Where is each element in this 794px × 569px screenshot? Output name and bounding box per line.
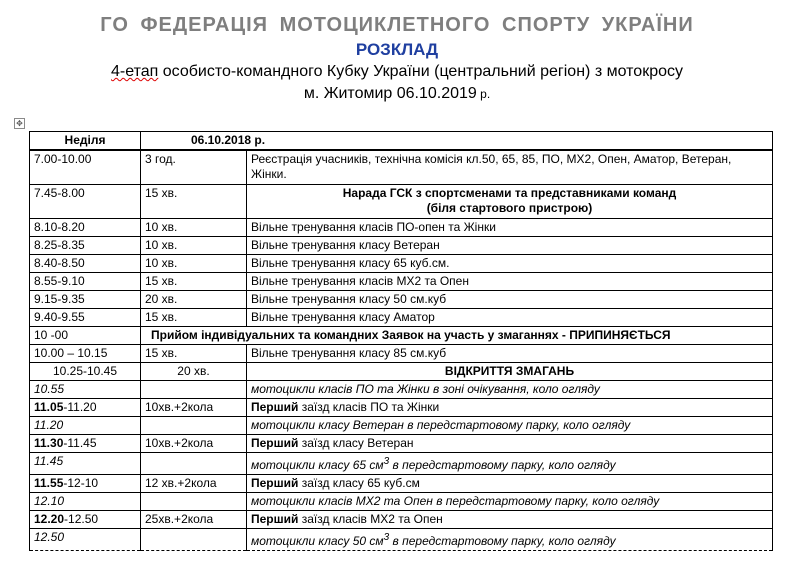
time-cell: 7.00-10.00: [30, 150, 141, 185]
heat-description: заїзд класу 65 куб.см: [298, 476, 420, 490]
table-row: [30, 237, 773, 255]
organization-title: ГО ФЕДЕРАЦІЯ МОТОЦИКЛЕТНОГО СПОРТУ УКРАЇНИ: [100, 14, 694, 36]
description-cell: [247, 453, 773, 475]
time-cell: 8.10-8.20: [30, 219, 141, 237]
heat-description: заїзд класів МХ2 та Опен: [298, 512, 443, 526]
time-cell: [30, 435, 141, 453]
description-part: мотоцикли класу 65 см: [251, 458, 384, 472]
stage-number: 4-етап: [111, 63, 159, 80]
time-cell: 7.45-8.00: [30, 185, 141, 219]
table-row: [30, 417, 773, 435]
duration-cell: 20 хв.: [141, 291, 247, 309]
table-row: [30, 185, 773, 219]
event-subtitle: [0, 63, 794, 81]
description-cell: [247, 185, 773, 219]
table-row: [30, 435, 773, 453]
time-cell: 11.20: [30, 417, 141, 435]
time-cell: [30, 511, 141, 529]
table-row: [30, 475, 773, 493]
table-row: [30, 399, 773, 417]
table-row: [30, 529, 773, 551]
time-cell: 11.45: [30, 453, 141, 475]
heat-label: Перший: [251, 400, 299, 414]
description-cell: ВІДКРИТТЯ ЗМАГАНЬ: [247, 363, 773, 381]
description-cell: Вільне тренування класу Ветеран: [247, 237, 773, 255]
time-cell: 10.55: [30, 381, 141, 399]
description-cell: [247, 529, 773, 551]
time-cell: [30, 475, 141, 493]
duration-cell: 15 хв.: [141, 273, 247, 291]
table-row: [30, 453, 773, 475]
description-cell: [247, 511, 773, 529]
schedule-table: [29, 131, 773, 551]
duration-cell: 15 хв.: [141, 345, 247, 363]
heat-label: Перший: [251, 476, 299, 490]
table-row: [30, 273, 773, 291]
table-row: [30, 309, 773, 327]
description-cell: мотоцикли класів ПО та Жінки в зоні очікування, коло огляду: [247, 381, 773, 399]
time-bold: 11.05: [34, 400, 64, 414]
duration-cell: 10 хв.: [141, 219, 247, 237]
place-date: [0, 85, 794, 103]
duration-cell: [141, 529, 247, 551]
table-row: [30, 493, 773, 511]
description-cell: Вільне тренування класу Аматор: [247, 309, 773, 327]
description-cell: Реєстрація учасників, технічна комісія кл.50, 65, 85, ПО, МХ2, Опен, Аматор, Ветеран, Жінки.: [247, 150, 773, 185]
description-cell: Прийом індивідуальних та командних Заявок на участь у змаганнях - ПРИПИНЯЄТЬСЯ: [141, 327, 773, 345]
duration-cell: [141, 417, 247, 435]
time-cell: 9.15-9.35: [30, 291, 141, 309]
time-cell: 9.40-9.55: [30, 309, 141, 327]
time-cell: 12.10: [30, 493, 141, 511]
time-cell: 10 -00: [30, 327, 141, 345]
description-cell: Вільне тренування класу 85 см.куб: [247, 345, 773, 363]
heat-description: заїзд класу Ветеран: [298, 436, 414, 450]
time-rest: -12.50: [64, 512, 99, 526]
duration-cell: [141, 493, 247, 511]
table-row: [30, 150, 773, 185]
duration-cell: [141, 453, 247, 475]
description-part: мотоцикли класу 50 см: [251, 534, 384, 548]
heat-description: заїзд класів ПО та Жінки: [298, 400, 440, 414]
description-cell: [247, 435, 773, 453]
superscript-3: 3: [383, 532, 390, 543]
time-rest: -11.20: [63, 400, 97, 414]
duration-cell: 15 хв.: [141, 185, 247, 219]
duration-cell: 20 хв.: [141, 363, 247, 381]
table-row: [30, 363, 773, 381]
time-cell: 10.00 – 10.15: [30, 345, 141, 363]
duration-cell: 25хв.+2кола: [141, 511, 247, 529]
table-row: [30, 381, 773, 399]
superscript-3: 3: [383, 456, 390, 467]
duration-cell: 12 хв.+2кола: [141, 475, 247, 493]
description-cell: Вільне тренування класів ПО-опен та Жінки: [247, 219, 773, 237]
time-bold: 11.30: [34, 436, 64, 450]
description-line: (біля стартового пристрою): [426, 201, 593, 215]
table-row: [30, 345, 773, 363]
duration-cell: 10 хв.: [141, 255, 247, 273]
duration-cell: 10хв.+2кола: [141, 399, 247, 417]
description-part: в передстартовому парку, коло огляду: [389, 458, 616, 472]
time-rest: -11.45: [63, 436, 97, 450]
heat-label: Перший: [251, 436, 299, 450]
time-cell: 12.50: [30, 529, 141, 551]
duration-cell: 10 хв.: [141, 237, 247, 255]
description-cell: [247, 399, 773, 417]
table-move-handle-icon[interactable]: ✥: [14, 118, 25, 129]
header-date: 06.10.2018 р.: [141, 132, 773, 151]
header-day: Неділя: [30, 132, 141, 151]
description-line: Нарада ГСК з спортсменами та представниками команд: [342, 186, 677, 200]
time-cell: 8.55-9.10: [30, 273, 141, 291]
schedule-title: РОЗКЛАД: [355, 40, 439, 59]
stage-description: особисто-командного Кубку України (центральний регіон) з мотокросу: [158, 63, 683, 80]
table-row: [30, 255, 773, 273]
time-cell: 8.25-8.35: [30, 237, 141, 255]
description-cell: [247, 475, 773, 493]
time-cell: 10.25-10.45: [30, 363, 141, 381]
description-cell: мотоцикли класів МХ2 та Опен в передстартовому парку, коло огляду: [247, 493, 773, 511]
duration-cell: 3 год.: [141, 150, 247, 185]
time-rest: -12-10: [63, 476, 99, 490]
table-row: [30, 219, 773, 237]
duration-cell: 10хв.+2кола: [141, 435, 247, 453]
table-header-row: [30, 132, 773, 151]
table-row: [30, 291, 773, 309]
description-cell: Вільне тренування класу 50 см.куб: [247, 291, 773, 309]
year-suffix: р.: [476, 87, 491, 101]
description-cell: Вільне тренування класів МХ2 та Опен: [247, 273, 773, 291]
time-bold: 12.20: [34, 512, 65, 526]
time-bold: 11.55: [34, 476, 64, 490]
description-cell: Вільне тренування класу 65 куб.см.: [247, 255, 773, 273]
description-part: в передстартовому парку, коло огляду: [389, 534, 616, 548]
duration-cell: 15 хв.: [141, 309, 247, 327]
heat-label: Перший: [251, 512, 299, 526]
table-row: [30, 511, 773, 529]
place-date-text: м. Житомир 06.10.2019: [303, 85, 477, 102]
table-row: [30, 327, 773, 345]
time-cell: 8.40-8.50: [30, 255, 141, 273]
description-cell: мотоцикли класу Ветеран в передстартовому парку, коло огляду: [247, 417, 773, 435]
time-cell: [30, 399, 141, 417]
duration-cell: [141, 381, 247, 399]
